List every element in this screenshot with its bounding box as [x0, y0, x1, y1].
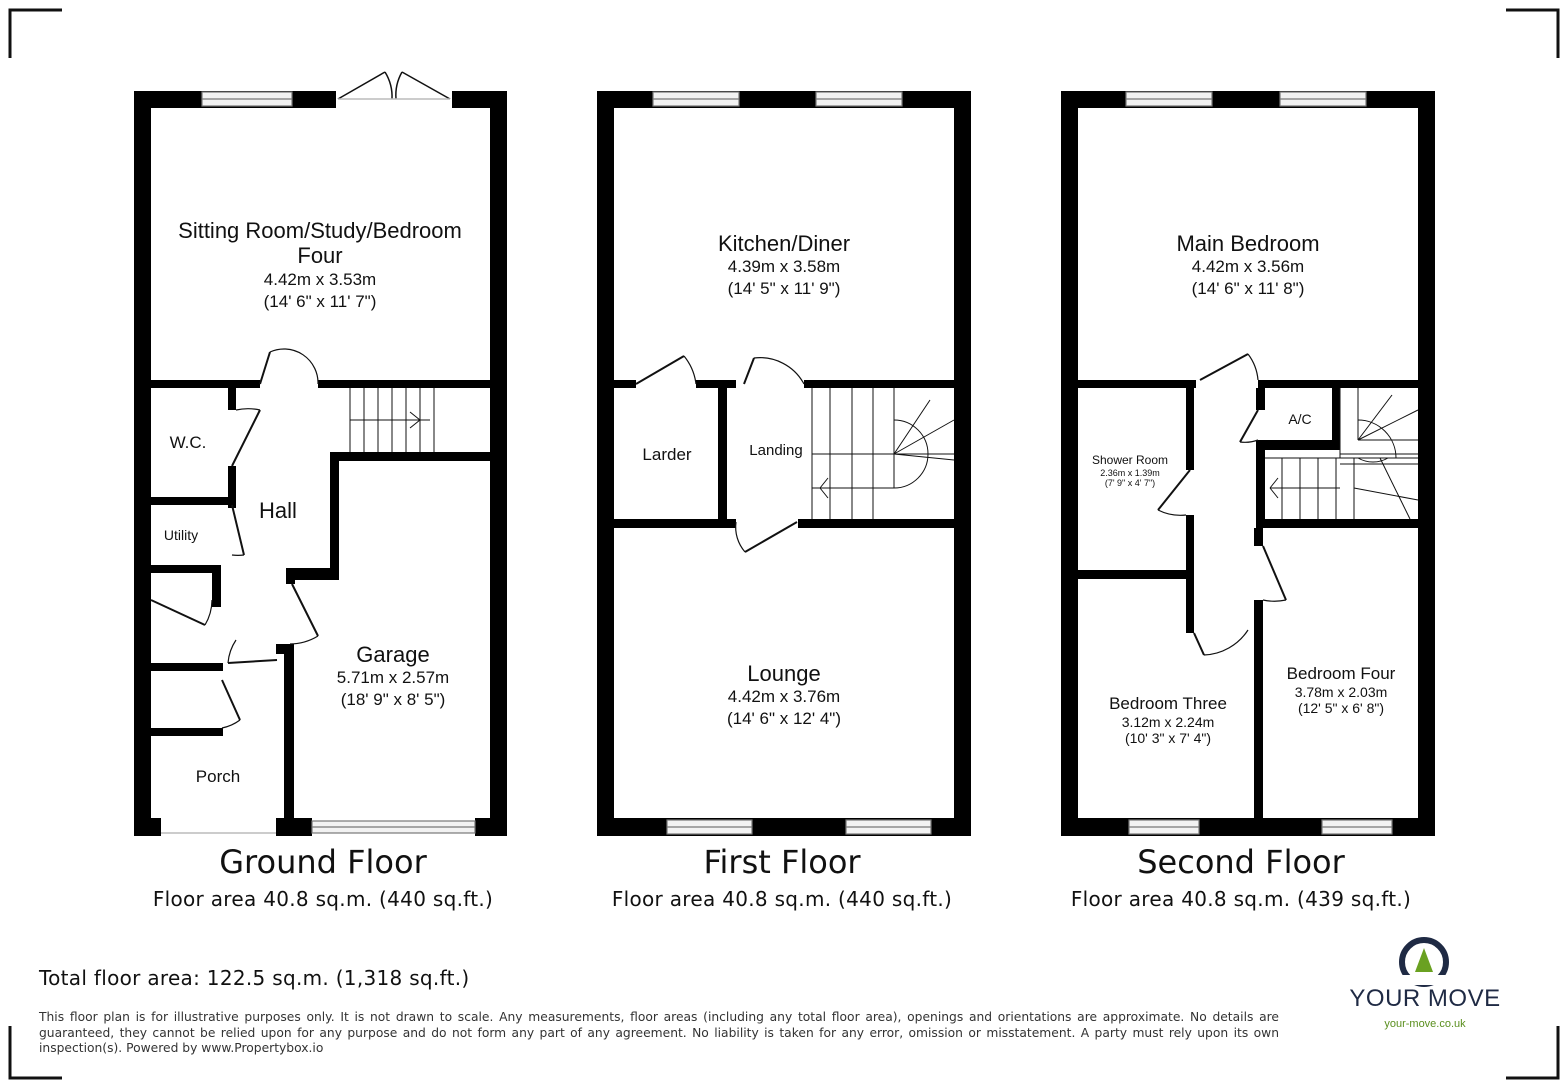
room-dimensions-imperial: (10' 3" x 7' 4") [1124, 729, 1212, 746]
ground-floor-plan [134, 72, 507, 836]
first-floor-area: Floor area 40.8 sq.m. (440 sq.ft.) [611, 887, 953, 911]
ground-outer-walls [134, 91, 507, 836]
room-shower-room [1080, 454, 1180, 488]
your-move-logo-mark [1398, 940, 1450, 985]
room-garage [300, 642, 486, 711]
room-dimensions-metric: 3.78m x 2.03m [1294, 683, 1388, 700]
room-dimensions-metric: 4.42m x 3.56m [1191, 257, 1305, 277]
first-staircase [812, 388, 954, 519]
room-dimensions-metric: 2.36m x 1.39m [1100, 467, 1160, 478]
room-dimensions-imperial: (14' 6" x 11' 7") [263, 291, 377, 311]
room-name: Sitting Room/Study/Bedroom [178, 218, 462, 243]
room-dimensions-metric: 4.42m x 3.53m [263, 269, 377, 289]
room-name: Main Bedroom [1176, 231, 1320, 256]
room-dimensions-imperial: (18' 9" x 8' 5") [340, 690, 446, 710]
room-hall [248, 498, 308, 523]
second-inner-walls [1078, 380, 1418, 836]
room-name: Porch [195, 767, 241, 786]
brand-name: YOUR MOVE [1349, 985, 1501, 1012]
room-dimensions-imperial: (14' 5" x 11' 9") [727, 279, 841, 299]
ground-staircase [350, 388, 434, 452]
second-floor-title: Second Floor [1137, 843, 1345, 881]
room-utility [155, 527, 207, 543]
room-ac [1276, 411, 1324, 427]
room-name: Utility [163, 527, 199, 543]
room-dimensions-imperial: (12' 5" x 6' 8") [1297, 699, 1385, 716]
second-staircase [1265, 388, 1418, 519]
room-wc [158, 433, 218, 453]
room-name: Lounge [747, 661, 821, 686]
room-kitchen-diner [614, 231, 954, 300]
room-bedroom-three [1080, 694, 1256, 746]
room-name: Bedroom Three [1109, 694, 1227, 713]
ground-floor-area: Floor area 40.8 sq.m. (440 sq.ft.) [152, 887, 494, 911]
room-name: Bedroom Four [1286, 664, 1396, 683]
room-name: Larder [642, 445, 692, 464]
disclaimer-text: This floor plan is for illustrative purposes only. It is not drawn to scale. Any measurements, floor areas (including any total floor area), openings and orientations are approximate. No details are guaranteed, they cannot be relied upon for any purpose and do not form any part of any agreement. No liability is taken for any error, omission or misstatement. A party must rely upon its own inspection(s). Powered by www.Propertybox.io [39, 1010, 1279, 1055]
room-dimensions-imperial: (14' 6" x 12' 4") [726, 709, 841, 729]
room-name: Landing [749, 442, 803, 459]
room-lounge [614, 661, 954, 730]
room-sitting-room [150, 218, 490, 313]
total-floor-area: Total floor area: 122.5 sq.m. (1,318 sq.ft.) [39, 966, 470, 990]
room-bedroom-four [1264, 664, 1418, 716]
second-floor-area: Floor area 40.8 sq.m. (439 sq.ft.) [1070, 887, 1412, 911]
room-name: Shower Room [1091, 453, 1169, 467]
room-name: Garage [356, 642, 430, 667]
room-name: Hall [259, 498, 297, 523]
ground-floor-title: Ground Floor [219, 843, 427, 881]
room-dimensions-imperial: (14' 6" x 11' 8") [1191, 279, 1305, 299]
room-name: W.C. [169, 433, 207, 452]
room-dimensions-metric: 3.12m x 2.24m [1121, 713, 1215, 730]
room-larder [627, 445, 707, 465]
room-dimensions-metric: 4.42m x 3.76m [727, 687, 841, 707]
room-dimensions-metric: 5.71m x 2.57m [336, 668, 450, 688]
room-porch [180, 767, 256, 787]
room-landing [740, 442, 812, 459]
room-name: A/C [1288, 411, 1312, 427]
room-main-bedroom [1078, 231, 1418, 300]
room-name: Kitchen/Diner [717, 231, 851, 256]
first-floor-title: First Floor [703, 843, 861, 881]
ground-french-doors [338, 72, 450, 99]
second-doors [1158, 354, 1286, 655]
brand-url: your-move.co.uk [1384, 1018, 1466, 1030]
room-dimensions-metric: 4.39m x 3.58m [727, 257, 841, 277]
room-dimensions-imperial: (7' 9" x 4' 7") [1104, 477, 1156, 488]
room-name-line2: Four [297, 243, 343, 269]
